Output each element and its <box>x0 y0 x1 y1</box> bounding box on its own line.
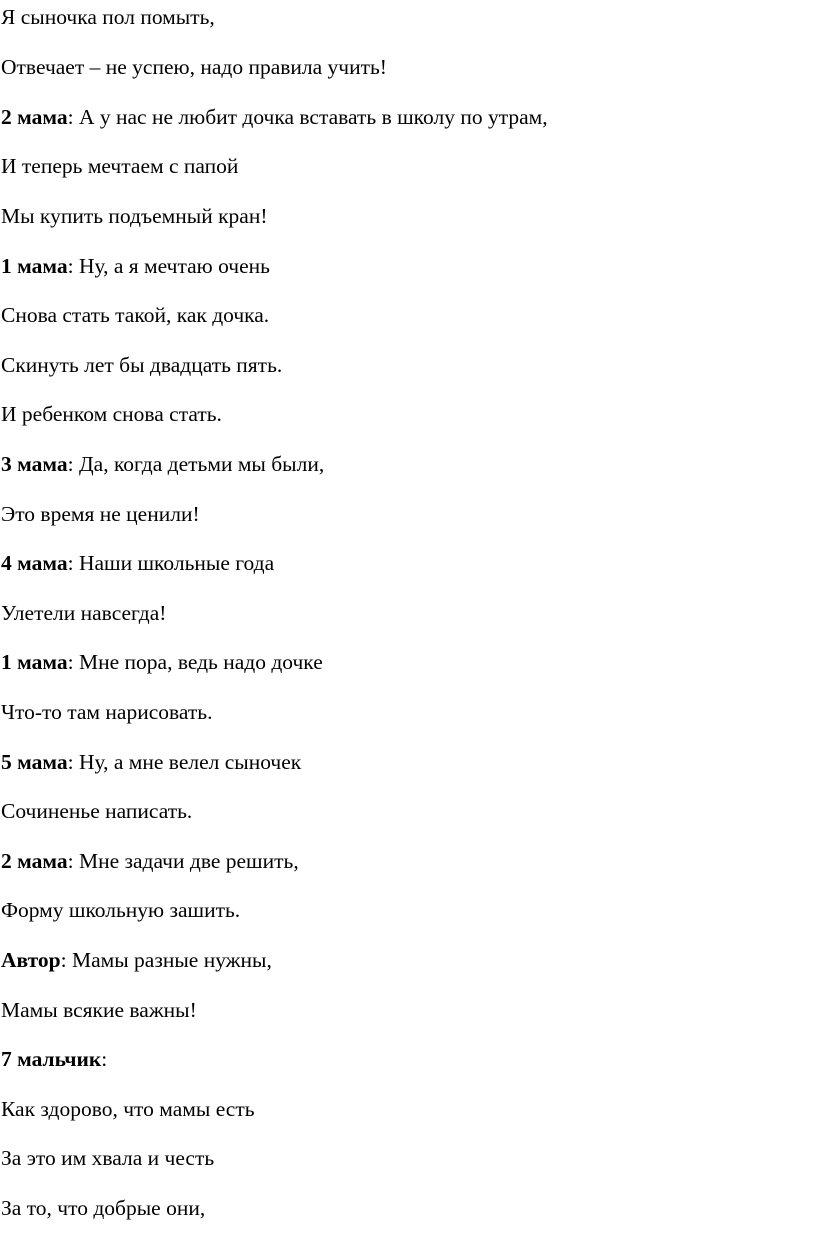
line-text: Мамы всякие важны! <box>1 998 197 1022</box>
speaker-separator: : <box>67 452 79 476</box>
line-text: Наши школьные года <box>78 551 275 575</box>
line-text: Как здорово, что мамы есть <box>1 1097 255 1121</box>
line-text: Мамы разные нужны, <box>71 948 272 972</box>
text-line <box>1 848 299 874</box>
line-text: Форму школьную зашить. <box>1 898 241 922</box>
text-line <box>1 897 240 923</box>
line-text: Это время не ценили! <box>1 502 200 526</box>
text-line <box>1 501 200 527</box>
speaker-separator: : <box>60 948 72 972</box>
line-text: За то, что добрые они, <box>1 1196 206 1220</box>
text-line <box>1 104 548 130</box>
text-line <box>1 54 387 80</box>
speaker-name: 7 мальчик <box>1 1047 102 1071</box>
text-line <box>1 352 282 378</box>
line-text: Я сыночка пол помыть, <box>1 5 215 29</box>
text-line <box>1 649 323 675</box>
text-line <box>1 1145 214 1171</box>
speaker-name: 5 мама <box>1 750 68 774</box>
line-text: Улетели навсегда! <box>1 601 167 625</box>
line-text: И теперь мечтаем с папой <box>1 154 239 178</box>
line-text: Сочиненье написать. <box>1 799 193 823</box>
speaker-separator: : <box>101 1047 108 1071</box>
speaker-name: 2 мама <box>1 105 68 129</box>
line-text: За это им хвала и честь <box>1 1146 215 1170</box>
speaker-separator: : <box>67 849 79 873</box>
line-text: Отвечает – не успею, надо правила учить! <box>1 55 387 79</box>
line-text: Скинуть лет бы двадцать пять. <box>1 353 283 377</box>
speaker-separator: : <box>67 254 79 278</box>
text-line <box>1 4 215 30</box>
text-line <box>1 1096 255 1122</box>
text-line <box>1 699 212 725</box>
text-line <box>1 997 197 1023</box>
text-line <box>1 401 222 427</box>
text-line <box>1 1046 107 1072</box>
text-line <box>1 451 324 477</box>
speaker-name: 4 мама <box>1 551 68 575</box>
line-text: А у нас не любит дочка вставать в школу по утрам, <box>78 105 548 129</box>
line-text: Что-то там нарисовать. <box>1 700 213 724</box>
text-line <box>1 1195 205 1221</box>
line-text: Ну, а я мечтаю очень <box>78 254 270 278</box>
line-text: Да, когда детьми мы были, <box>78 452 325 476</box>
line-text: Мне пора, ведь надо дочке <box>78 650 323 674</box>
text-line <box>1 600 166 626</box>
text-line <box>1 550 274 576</box>
speaker-name: 1 мама <box>1 650 68 674</box>
text-line <box>1 203 268 229</box>
text-line <box>1 302 269 328</box>
text-line <box>1 947 272 973</box>
speaker-name: 3 мама <box>1 452 68 476</box>
line-text: Мы купить подъемный кран! <box>1 204 268 228</box>
speaker-separator: : <box>67 650 79 674</box>
line-text: Снова стать такой, как дочка. <box>1 303 270 327</box>
text-line <box>1 749 301 775</box>
line-text: Мне задачи две решить, <box>78 849 299 873</box>
line-text: Ну, а мне велел сыночек <box>78 750 302 774</box>
text-line <box>1 253 270 279</box>
speaker-name: Автор <box>1 948 61 972</box>
line-text: И ребенком снова стать. <box>1 402 222 426</box>
text-line <box>1 153 238 179</box>
speaker-name: 2 мама <box>1 849 68 873</box>
speaker-separator: : <box>67 750 79 774</box>
speaker-name: 1 мама <box>1 254 68 278</box>
speaker-separator: : <box>67 105 79 129</box>
text-line <box>1 798 192 824</box>
speaker-separator: : <box>67 551 79 575</box>
